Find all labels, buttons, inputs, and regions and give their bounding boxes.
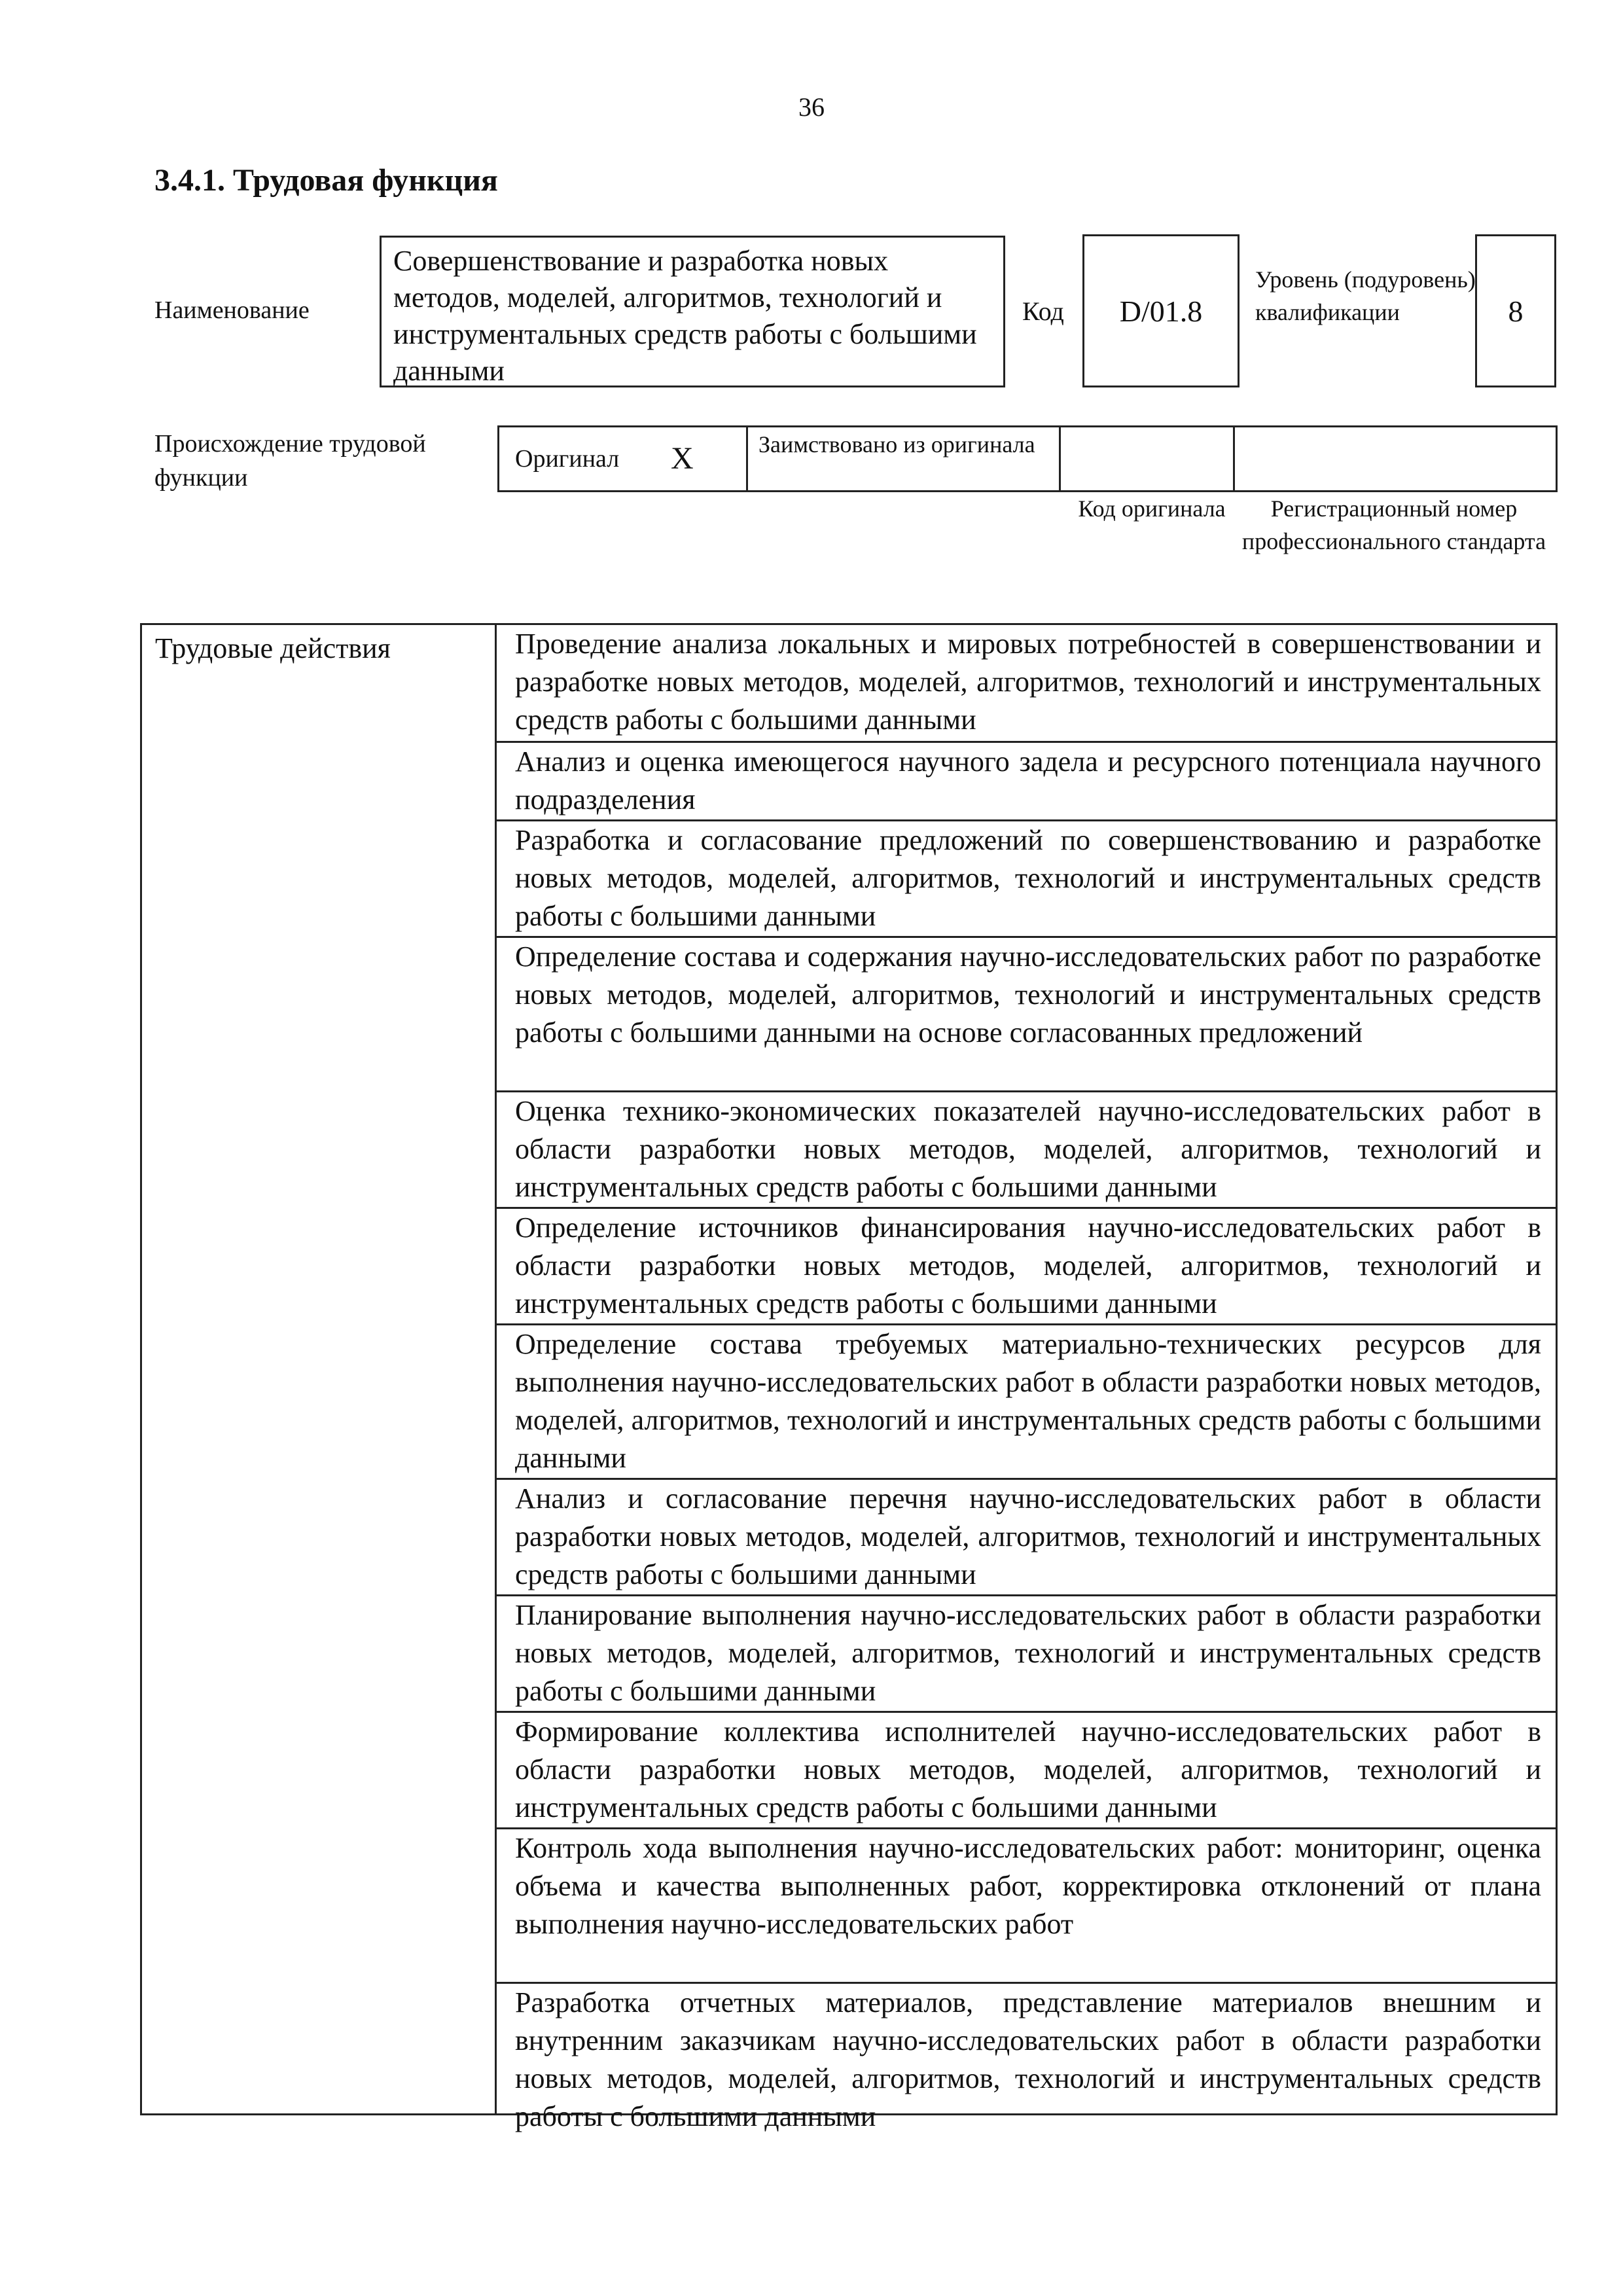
- borrowed-label: Заимствовано из оригинала: [758, 431, 1035, 457]
- origin-row: [497, 425, 1558, 492]
- original-mark: X: [671, 441, 694, 476]
- action-item: Планирование выполнения научно-исследовательских работ в области разработки новых методов, моделей, алгоритмов, технологий и инструментальных средств работы с большими данными: [497, 1596, 1556, 1713]
- origin-label: Происхождение трудовой функции: [154, 430, 426, 492]
- action-item: Разработка и согласование предложений по совершенствованию и разработке новых методов, моделей, алгоритмов, технологий и инструментальных средств работы с большими данными: [497, 821, 1556, 938]
- origin-reg-number-cell: [1235, 427, 1560, 490]
- action-item: Проведение анализа локальных и мировых потребностей в совершенствовании и разработке новых методов, моделей, алгоритмов, технологий и инструментальных средств работы с большими данными: [497, 625, 1556, 743]
- code-value: D/01.8: [1082, 234, 1240, 387]
- action-item: Разработка отчетных материалов, представление материалов внешним и внутренним заказчикам научно-исследовательских работ в области разработки новых методов, моделей, алгоритмов, технологий и инструментальных средств работы с большими данными: [515, 1986, 1541, 2132]
- action-item: Анализ и оценка имеющегося научного задела и ресурсного потенциала научного подразделения: [497, 743, 1556, 821]
- code-label: Код: [1022, 296, 1064, 326]
- code-original-caption: Код оригинала: [1078, 495, 1226, 522]
- level-label: Уровень (подуровень) квалификации: [1255, 266, 1476, 325]
- action-item: Анализ и согласование перечня научно-исследовательских работ в области разработки новых методов, моделей, алгоритмов, технологий и инструментальных средств работы с большими данными: [497, 1480, 1556, 1596]
- action-item: Формирование коллектива исполнителей научно-исследовательских работ в области разработки новых методов, моделей, алгоритмов, технологий и инструментальных средств работы с большими данными: [497, 1713, 1556, 1829]
- action-item: Оценка технико-экономических показателей научно-исследовательских работ в области разработки новых методов, моделей, алгоритмов, технологий и инструментальных средств работы с большими данными: [497, 1092, 1556, 1209]
- action-item: Определение состава требуемых материально-технических ресурсов для выполнения научно-исследовательских работ в области разработки новых методов, моделей, алгоритмов, технологий и инструментальных средств работы с большими данными: [497, 1325, 1556, 1480]
- action-item: Определение состава и содержания научно-исследовательских работ по разработке новых методов, моделей, алгоритмов, технологий и инструментальных средств работы с большими данными на основе согласованных предложений: [497, 938, 1556, 1092]
- registration-number-caption: Регистрационный номер профессионального стандарта: [1241, 495, 1546, 554]
- origin-borrowed-cell: [748, 427, 1061, 490]
- page-number: 36: [798, 92, 825, 122]
- actions-list: [497, 625, 1556, 2132]
- actions-label-cell: [142, 625, 497, 2113]
- name-label: Наименование: [154, 296, 310, 324]
- function-name-value: Совершенствование и разработка новых методов, моделей, алгоритмов, технологий и инструментальных средств работы с большими данными: [380, 236, 1005, 387]
- level-value: 8: [1475, 234, 1556, 387]
- action-item: Контроль хода выполнения научно-исследовательских работ: мониторинг, оценка объема и качества выполненных работ, корректировка отклонений от плана выполнения научно-исследовательских работ: [497, 1829, 1556, 1984]
- actions-label: Трудовые действия: [155, 632, 391, 664]
- original-label: Оригинал: [515, 445, 620, 473]
- action-item: Определение источников финансирования научно-исследовательских работ в области разработки новых методов, моделей, алгоритмов, технологий и инструментальных средств работы с большими данными: [497, 1209, 1556, 1325]
- origin-code-cell: [1061, 427, 1235, 490]
- origin-original-cell: [499, 427, 748, 490]
- section-title: 3.4.1. Трудовая функция: [154, 163, 498, 198]
- actions-table: [140, 623, 1558, 2132]
